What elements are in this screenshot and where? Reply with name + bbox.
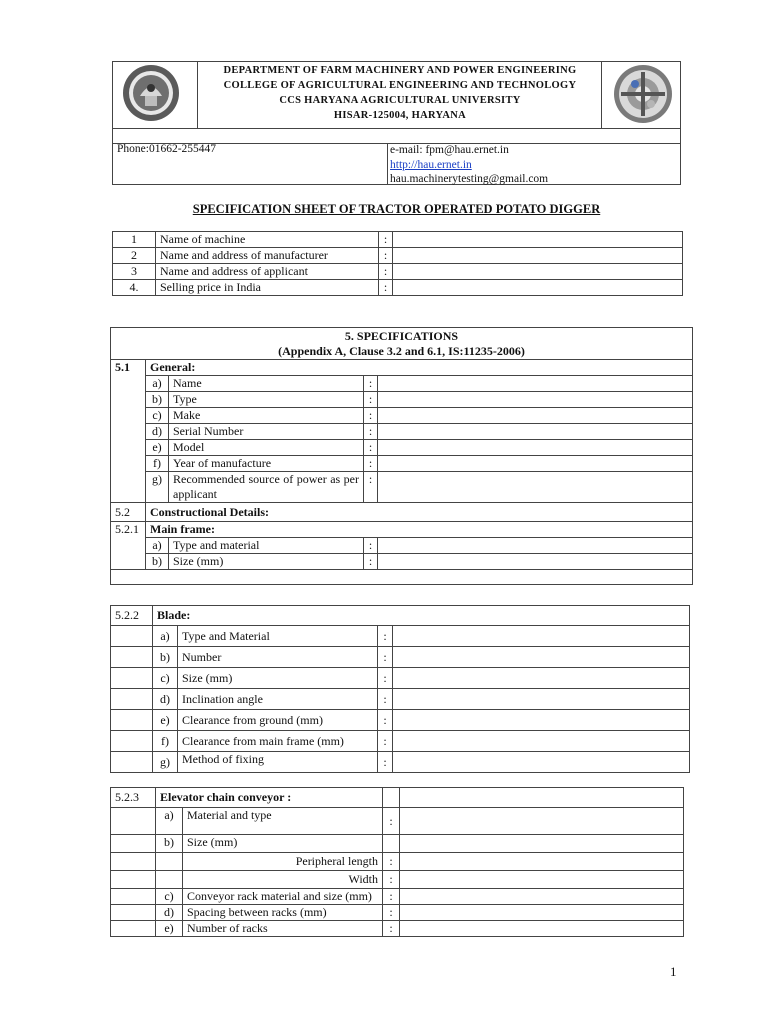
item-label: Width [183, 871, 383, 889]
empty-cell [383, 835, 400, 853]
value-cell[interactable] [400, 905, 684, 921]
item-label: Name [169, 376, 364, 392]
table-row [111, 440, 693, 456]
row-colon: : [379, 232, 393, 248]
university-name: CCS HARYANA AGRICULTURAL UNIVERSITY [279, 95, 521, 106]
item-label: Year of manufacture [169, 456, 364, 472]
table-row [111, 921, 684, 937]
item-colon: : [364, 392, 378, 408]
value-cell[interactable] [378, 392, 693, 408]
item-colon: : [378, 668, 393, 689]
empty-cell [111, 752, 153, 773]
empty-cell [111, 808, 156, 835]
item-letter: c) [156, 889, 183, 905]
value-cell[interactable] [378, 440, 693, 456]
section-number: 5.1 [111, 360, 146, 503]
section-heading: Constructional Details: [146, 503, 693, 522]
item-colon: : [364, 554, 378, 570]
page-number: 1 [670, 964, 677, 979]
table-row [111, 647, 690, 668]
item-letter: a) [146, 376, 169, 392]
empty-cell [111, 710, 153, 731]
elevator-table [110, 787, 684, 937]
value-cell[interactable] [378, 554, 693, 570]
intro-table [112, 231, 683, 296]
table-row [111, 360, 693, 376]
item-letter: g) [153, 752, 178, 773]
item-colon: : [364, 376, 378, 392]
row-number: 3 [113, 264, 156, 280]
section-heading: Elevator chain conveyor : [156, 788, 383, 808]
item-letter: a) [146, 538, 169, 554]
section-number: 5.2 [111, 503, 146, 522]
value-cell[interactable] [378, 472, 693, 503]
value-cell[interactable] [400, 808, 684, 835]
value-cell[interactable] [378, 424, 693, 440]
blade-table [110, 605, 690, 773]
email-text: e-mail: fpm@hau.ernet.in [390, 144, 509, 156]
item-label: Make [169, 408, 364, 424]
city-name: HISAR-125004, HARYANA [333, 110, 467, 121]
table-row [111, 905, 684, 921]
value-cell[interactable] [378, 456, 693, 472]
item-colon: : [383, 921, 400, 937]
empty-cell [111, 647, 153, 668]
value-cell[interactable] [393, 752, 690, 773]
empty-cell [111, 905, 156, 921]
value-cell[interactable] [393, 647, 690, 668]
item-letter: b) [153, 647, 178, 668]
table-row [113, 248, 683, 264]
table-row [111, 570, 693, 585]
item-label: Conveyor rack material and size (mm) [183, 889, 383, 905]
item-colon: : [378, 689, 393, 710]
row-label: Selling price in India [156, 280, 379, 296]
table-row [111, 808, 684, 835]
value-cell[interactable] [400, 788, 684, 808]
section-number: 5.2.2 [111, 606, 153, 626]
value-cell[interactable] [393, 668, 690, 689]
empty-cell [111, 835, 156, 853]
empty-cell [156, 871, 183, 889]
university-seal-logo [122, 64, 180, 122]
table-row [111, 328, 693, 360]
empty-cell [111, 731, 153, 752]
item-letter: a) [153, 626, 178, 647]
table-row [111, 522, 693, 538]
value-cell[interactable] [393, 626, 690, 647]
table-row [111, 626, 690, 647]
item-letter: d) [153, 689, 178, 710]
value-cell[interactable] [400, 921, 684, 937]
row-label: Name and address of applicant [156, 264, 379, 280]
table-row [111, 376, 693, 392]
item-letter: d) [146, 424, 169, 440]
specifications-heading: 5. SPECIFICATIONS [344, 329, 459, 343]
table-row [111, 871, 684, 889]
item-label: Model [169, 440, 364, 456]
empty-cell [111, 668, 153, 689]
table-row [111, 889, 684, 905]
item-letter: c) [153, 668, 178, 689]
section-number: 5.2.3 [111, 788, 156, 808]
item-label: Clearance from ground (mm) [178, 710, 378, 731]
item-letter: f) [146, 456, 169, 472]
table-row [111, 408, 693, 424]
table-row [111, 456, 693, 472]
table-row [111, 710, 690, 731]
value-cell[interactable] [393, 689, 690, 710]
item-colon: : [364, 440, 378, 456]
row-label: Name of machine [156, 232, 379, 248]
value-cell[interactable] [393, 264, 683, 280]
specifications-table [110, 327, 693, 585]
empty-cell [111, 871, 156, 889]
table-row [111, 424, 693, 440]
spacer-row [111, 570, 693, 585]
empty-cell [111, 853, 156, 871]
specifications-heading-cell [111, 328, 693, 360]
section-heading: General: [146, 360, 693, 376]
table-row [111, 503, 693, 522]
college-gear-logo [613, 64, 673, 124]
table-row [111, 689, 690, 710]
table-row [111, 472, 693, 503]
item-label: Type and Material [178, 626, 378, 647]
table-row [113, 264, 683, 280]
item-colon: : [383, 889, 400, 905]
college-name: COLLEGE OF AGRICULTURAL ENGINEERING AND TECHNOLOGY [223, 80, 577, 91]
section-number: 5.2.1 [111, 522, 146, 570]
value-cell[interactable] [393, 248, 683, 264]
item-colon: : [364, 424, 378, 440]
table-row [111, 752, 690, 773]
value-cell[interactable] [393, 731, 690, 752]
item-colon: : [378, 752, 393, 773]
item-label: Type [169, 392, 364, 408]
row-colon: : [379, 280, 393, 296]
value-cell[interactable] [400, 853, 684, 871]
table-row [111, 538, 693, 554]
item-letter: b) [146, 392, 169, 408]
item-label: Size (mm) [183, 835, 383, 853]
row-colon: : [379, 248, 393, 264]
item-colon: : [364, 538, 378, 554]
item-label: Number of racks [183, 921, 383, 937]
table-row [111, 788, 684, 808]
item-letter: c) [146, 408, 169, 424]
value-cell[interactable] [378, 408, 693, 424]
empty-cell [156, 853, 183, 871]
value-cell[interactable] [378, 538, 693, 554]
value-cell[interactable] [393, 280, 683, 296]
item-label: Type and material [169, 538, 364, 554]
value-cell[interactable] [400, 871, 684, 889]
item-label: Material and type [183, 808, 383, 835]
empty-cell [111, 889, 156, 905]
contact-block [390, 143, 548, 187]
item-colon: : [383, 871, 400, 889]
item-colon: : [364, 408, 378, 424]
specifications-subheading: (Appendix A, Clause 3.2 and 6.1, IS:11235-2006) [278, 344, 525, 358]
empty-cell [111, 689, 153, 710]
item-colon: : [383, 905, 400, 921]
table-row [111, 731, 690, 752]
item-label: Inclination angle [178, 689, 378, 710]
item-letter: f) [153, 731, 178, 752]
item-label: Serial Number [169, 424, 364, 440]
item-label: Clearance from main frame (mm) [178, 731, 378, 752]
item-label: Number [178, 647, 378, 668]
item-letter: e) [153, 710, 178, 731]
item-label: Peripheral length [183, 853, 383, 871]
item-letter: a) [156, 808, 183, 835]
item-letter: g) [146, 472, 169, 503]
item-colon: : [364, 456, 378, 472]
item-colon: : [383, 853, 400, 871]
table-row [111, 554, 693, 570]
item-colon: : [383, 808, 400, 835]
value-cell[interactable] [378, 376, 693, 392]
row-label: Name and address of manufacturer [156, 248, 379, 264]
item-label: Size (mm) [169, 554, 364, 570]
value-cell[interactable] [393, 232, 683, 248]
table-row [113, 232, 683, 248]
email2-text: hau.machinerytesting@gmail.com [390, 173, 549, 185]
letterhead-text [198, 63, 602, 123]
value-cell[interactable] [393, 710, 690, 731]
item-letter: b) [156, 835, 183, 853]
section-heading: Main frame: [146, 522, 693, 538]
website-link[interactable]: http://hau.ernet.in [390, 158, 472, 171]
table-row [111, 606, 690, 626]
row-number: 1 [113, 232, 156, 248]
item-letter: d) [156, 905, 183, 921]
item-letter: b) [146, 554, 169, 570]
document-title: SPECIFICATION SHEET OF TRACTOR OPERATED POTATO DIGGER [192, 202, 601, 216]
value-cell[interactable] [400, 889, 684, 905]
table-row [111, 835, 684, 853]
value-cell[interactable] [400, 835, 684, 853]
item-colon: : [364, 472, 378, 503]
table-row [113, 280, 683, 296]
row-number: 2 [113, 248, 156, 264]
item-label: Recommended source of power as per applicant [169, 472, 364, 503]
phone-text: Phone:01662-255447 [117, 143, 217, 155]
row-colon: : [379, 264, 393, 280]
item-letter: e) [156, 921, 183, 937]
item-label: Size (mm) [178, 668, 378, 689]
item-label: Method of fixing [178, 752, 378, 773]
section-heading: Blade: [153, 606, 690, 626]
row-number: 4. [113, 280, 156, 296]
item-colon: : [378, 647, 393, 668]
department-name: DEPARTMENT OF FARM MACHINERY AND POWER ENGINEERING [223, 65, 577, 76]
item-colon: : [378, 731, 393, 752]
item-colon: : [378, 710, 393, 731]
empty-cell [111, 921, 156, 937]
empty-cell [383, 788, 400, 808]
empty-cell [111, 626, 153, 647]
item-letter: e) [146, 440, 169, 456]
table-row [111, 392, 693, 408]
item-label: Spacing between racks (mm) [183, 905, 383, 921]
item-colon: : [378, 626, 393, 647]
table-row [111, 853, 684, 871]
table-row [111, 668, 690, 689]
